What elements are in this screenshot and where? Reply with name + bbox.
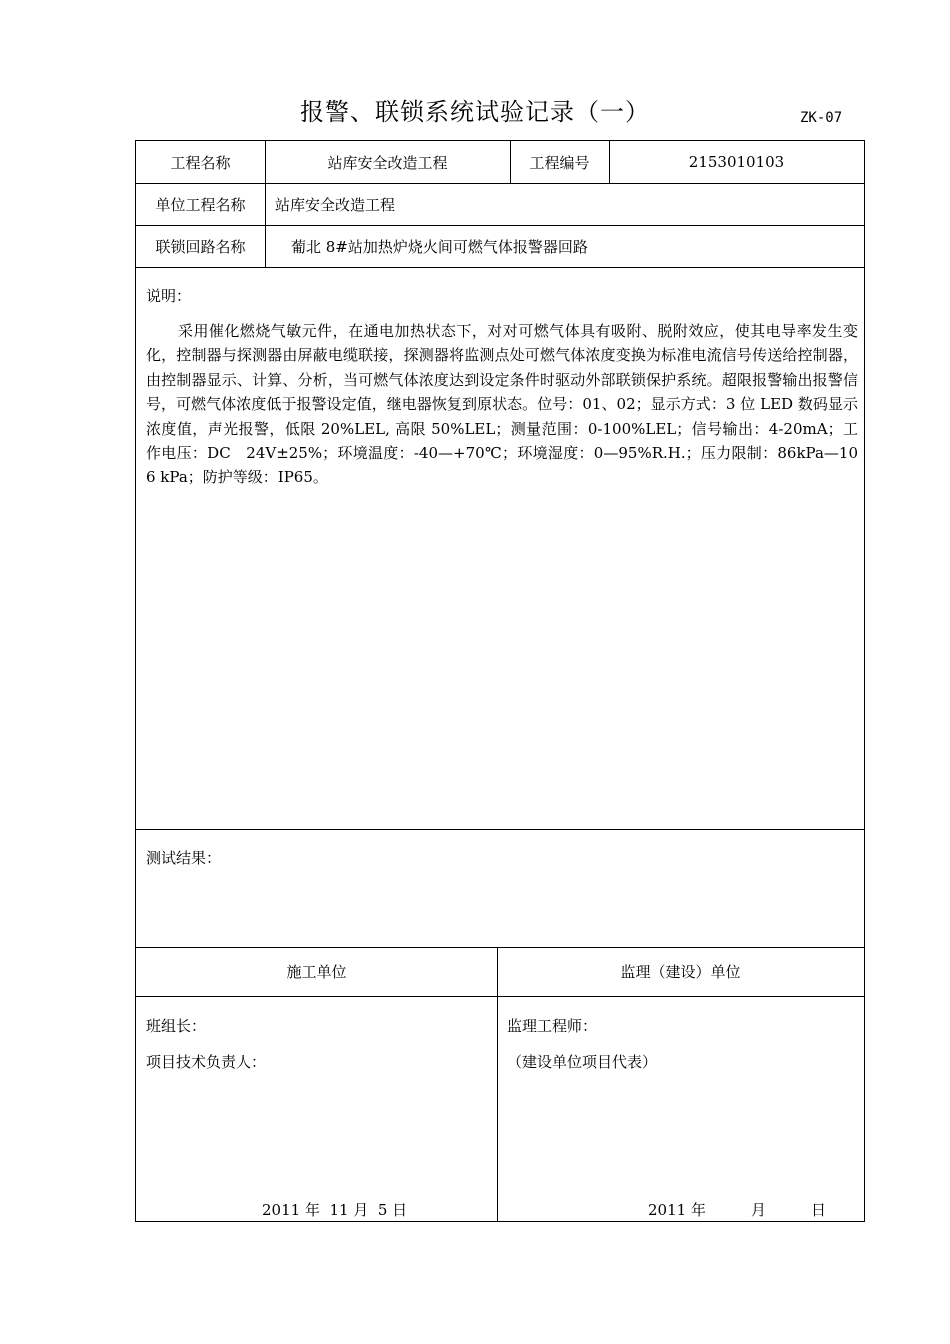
description-text: 采用催化燃烧气敏元件，在通电加热状态下，对对可燃气体具有吸附、脱附效应，使其电导率发生变化，控制器与探测器由屏蔽电缆联接，探测器将监测点处可燃气体浓度变换为标准电流信号传送给控制器，由控制器显示、计算、分析，当可燃气体浓度达到设定条件时驱动外部联锁保护系统。超限报警输出报警信号，可燃气体浓度低于报警设定值，继电器恢复到原状态。位号：01、02；显示方式：3 位 LED 数码显示浓度值，声光报警，低限 20%LEL, 高限 50%LEL；测量范围：0-100%LEL；信号输出：4-20mA；工作电压：DC 24V±25%；环境温度：-40—+70℃；环境湿度：0—95%R.H.；压力限制：86kPa—106 kPa；防护等级：IP65。 [146,322,858,487]
form-code: ZK-07 [800,110,843,126]
project-number-value: 2153010103 [688,153,785,171]
team-leader-label: 班组长： [146,1017,207,1035]
document-title: 报警、联锁系统试验记录（一） [300,98,650,126]
construction-unit-header: 施工单位 [286,963,347,981]
project-name-label: 工程名称 [170,153,231,172]
construction-date: 2011 年 11 月 5 日 [262,1201,408,1219]
project-name-value: 站库安全改造工程 [327,153,448,172]
tech-lead-label: 项目技术负责人： [146,1053,267,1071]
supervisor-label: 监理工程师： [507,1017,598,1035]
loop-name-value: 葡北 8#站加热炉烧火间可燃气体报警器回路 [291,237,588,256]
record-form [135,140,865,1222]
supervision-unit-header: 监理（建设）单位 [620,963,741,981]
project-number-label: 工程编号 [529,153,590,172]
test-result-label: 测试结果： [146,849,222,867]
unit-name-value: 站库安全改造工程 [275,195,396,214]
loop-name-label: 联锁回路名称 [155,237,246,256]
unit-name-label: 单位工程名称 [155,195,246,214]
row-divider [136,267,864,268]
description-label: 说明： [146,287,192,305]
row-divider [136,996,864,997]
owner-rep-label: （建设单位项目代表） [507,1053,658,1071]
supervision-date: 2011 年 月 日 [648,1201,826,1219]
row-divider [136,829,864,830]
